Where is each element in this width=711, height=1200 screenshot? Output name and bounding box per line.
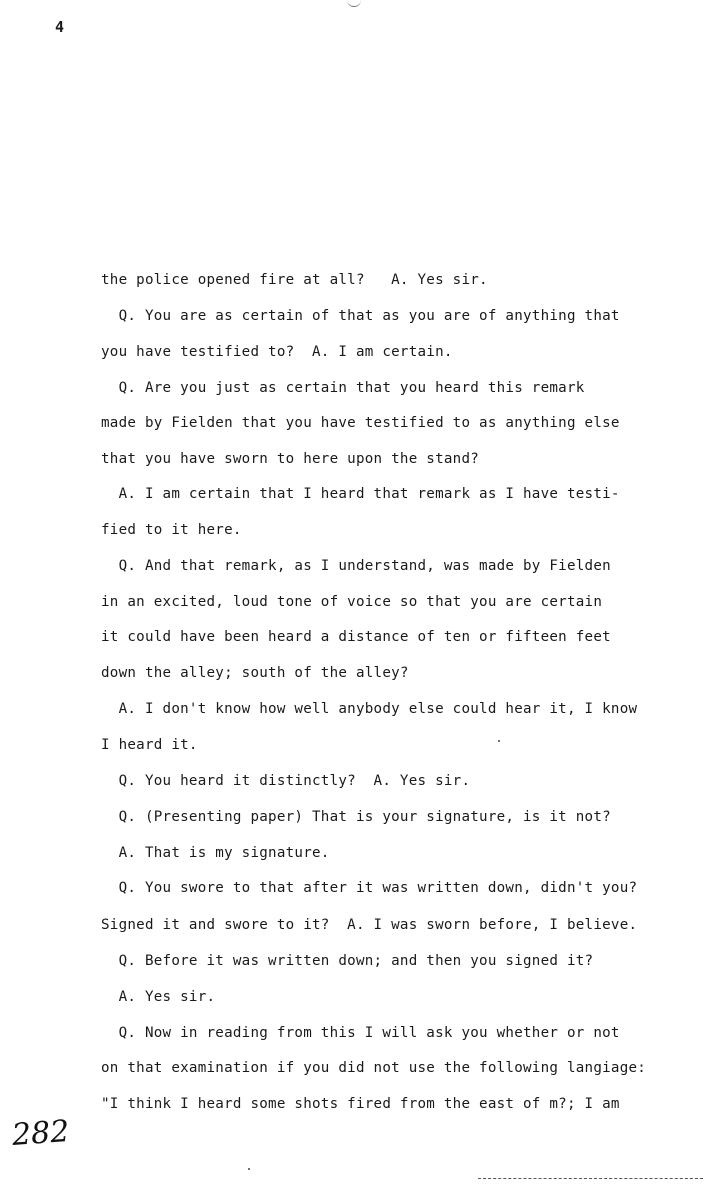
transcript-line: fied to it here. (101, 522, 242, 538)
transcript-line: made by Fielden that you have testified to as anything else (101, 415, 620, 431)
bottom-rule (478, 1178, 703, 1179)
transcript-line: Q. You heard it distinctly? A. Yes sir. (101, 773, 471, 789)
transcript-line: Q. You swore to that after it was written down, didn't you? (101, 880, 638, 896)
transcript-line: the police opened fire at all? A. Yes sir. (101, 272, 488, 288)
transcript-line: A. That is my signature. (101, 845, 330, 861)
transcript-line: Q. (Presenting paper) That is your signature, is it not? (101, 809, 611, 825)
transcript-line: A. Yes sir. (101, 989, 216, 1005)
stray-mark (498, 740, 500, 742)
transcript-line: on that examination if you did not use the following langiage: (101, 1060, 647, 1076)
transcript-line: A. I don't know how well anybody else could hear it, I know (101, 701, 638, 717)
handwritten-page-number: 282 (10, 1114, 71, 1153)
transcript-line: A. I am certain that I heard that remark as I have testi- (101, 486, 620, 502)
page-number: 4 (55, 18, 65, 36)
transcript-line: Signed it and swore to it? A. I was sworn before, I believe. (101, 917, 638, 933)
transcript-line: Q. Before it was written down; and then you signed it? (101, 953, 594, 969)
transcript-line: Q. And that remark, as I understand, was made by Fielden (101, 558, 611, 574)
transcript-line: down the alley; south of the alley? (101, 665, 409, 681)
transcript-line: Q. You are as certain of that as you are of anything that (101, 308, 620, 324)
transcript-line: Q. Are you just as certain that you heard this remark (101, 380, 585, 396)
stray-mark (248, 1168, 250, 1170)
transcript-line: I heard it. (101, 737, 198, 753)
transcript-line: in an excited, loud tone of voice so that you are certain (101, 594, 603, 610)
transcript-line: "I think I heard some shots fired from the east of m?; I am (101, 1096, 620, 1112)
transcript-line: it could have been heard a distance of ten or fifteen feet (101, 629, 611, 645)
transcript-line: you have testified to? A. I am certain. (101, 344, 453, 360)
transcript-line: Q. Now in reading from this I will ask you whether or not (101, 1025, 620, 1041)
transcript-line: that you have sworn to here upon the stand? (101, 451, 480, 467)
